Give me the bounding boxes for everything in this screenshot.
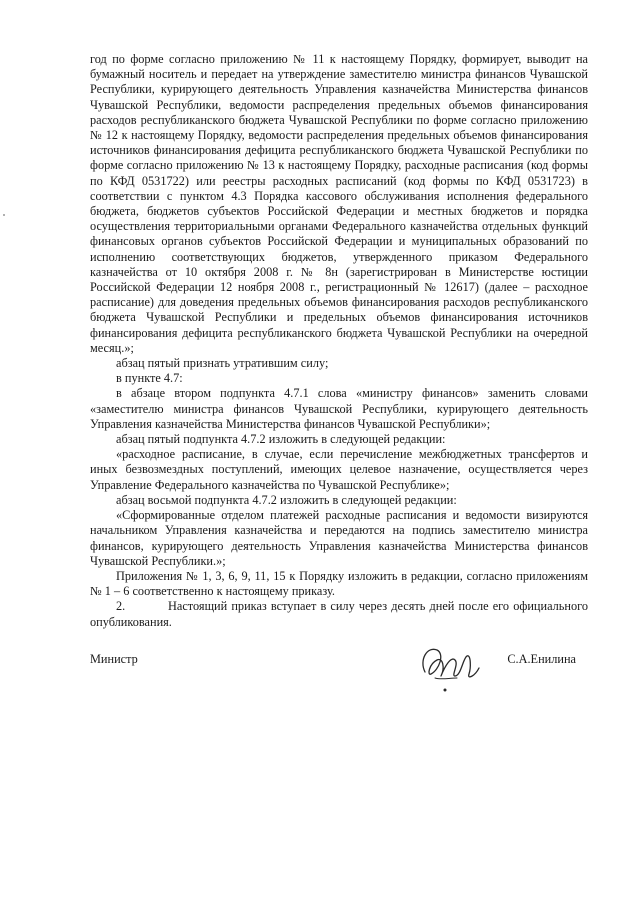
paragraph-punkt-4-7: в пункте 4.7: (116, 371, 183, 386)
paragraph-4-7-1: в абзаце втором подпункта 4.7.1 слова «министру финансов» заменить словами «заместителю министра финансов Чувашской Республики, курирующего деятельность Управления казначейства Министерства финансов Чувашской Республики»; (90, 386, 588, 431)
scan-speck (3, 214, 5, 216)
paragraph-4-7-2-abzac-8-text: «Сформированные отделом платежей расходные расписания и ведомости визируются начальником Управления казначейства и передаются на подпись заместителю министра финансов, курирующего деятельность Управления казначейства Министерства финансов Чувашской Республики.»; (90, 508, 588, 568)
handwritten-signature (415, 642, 485, 694)
paragraph-appendices: Приложения № 1, 3, 6, 9, 11, 15 к Порядку изложить в редакции, согласно приложениям № 1 – 6 соответственно к настоящему приказу. (90, 568, 588, 599)
paragraph-abzac-5: абзац пятый признать утратившим силу; (116, 356, 329, 371)
paragraph-4-7-2-intro: абзац пятый подпункта 4.7.2 изложить в следующей редакции: (116, 432, 446, 447)
paragraph-4-7-2-text: «расходное расписание, в случае, если перечисление межбюджетных трансфертов и иных безвозмездных поступлений, имеющих целевое назначение, осуществляется через Управление Федерального казначейства по Чувашской Республике»; (90, 447, 588, 492)
signature-block (90, 652, 588, 702)
paragraph-4-7-2-abzac-8-intro: абзац восьмой подпункта 4.7.2 изложить в следующей редакции: (116, 492, 457, 507)
signatory-role: Министр (90, 652, 138, 666)
paragraph-item-2 (90, 599, 588, 629)
document-body (90, 52, 588, 630)
signatory-name: С.А.Енилина (507, 652, 576, 666)
paragraph-continuation: год по форме согласно приложению № 11 к настоящему Порядку, формирует, выводит на бумажный носитель и передает на утверждение заместителю министра финансов Чувашской Республики, курирующего деятельность Управления казначейства Министерства финансов Чувашской Республики, ведомости распределения предельных объемов финансирования расходов республиканского бюджета Чувашской Республики по форме согласно приложению № 12 к настоящему Порядку, ведомости распределения предельных объемов финансирования источников финансирования дефицита республиканского бюджета Чувашской Республики по форме согласно приложению № 13 к настоящему Порядку, расходные расписания (код формы по КФД 0531722) или реестры расходных расписаний (код формы по КФД 0531723) в соответствии с пунктом 4.3 Порядка кассового обслуживания исполнения федерального бюджета, бюджетов субъектов Российской Федерации и местных бюджетов и порядка осуществления территориальными органами Федерального казначейства отдельных функций финансовых органов субъектов Российской Федерации и муниципальных образований по исполнению соответствующих бюджетов, утвержденного приказом Федерального казначейства от 10 октября 2008 г. № 8н (зарегистрирован в Министерстве юстиции Российской Федерации 12 ноября 2008 г., регистрационный № 12617) (далее – расходное расписание) для доведения предельных объемов финансирования расходов республиканского бюджета Чувашской Республики и предельных объемов финансирования источников финансирования дефицита республиканского бюджета Чувашской Республики на очередной месяц.»; (90, 52, 588, 355)
item-number: 2. (116, 599, 126, 614)
item-text: Настоящий приказ вступает в силу через десять дней после его официального опубликования. (90, 599, 588, 629)
